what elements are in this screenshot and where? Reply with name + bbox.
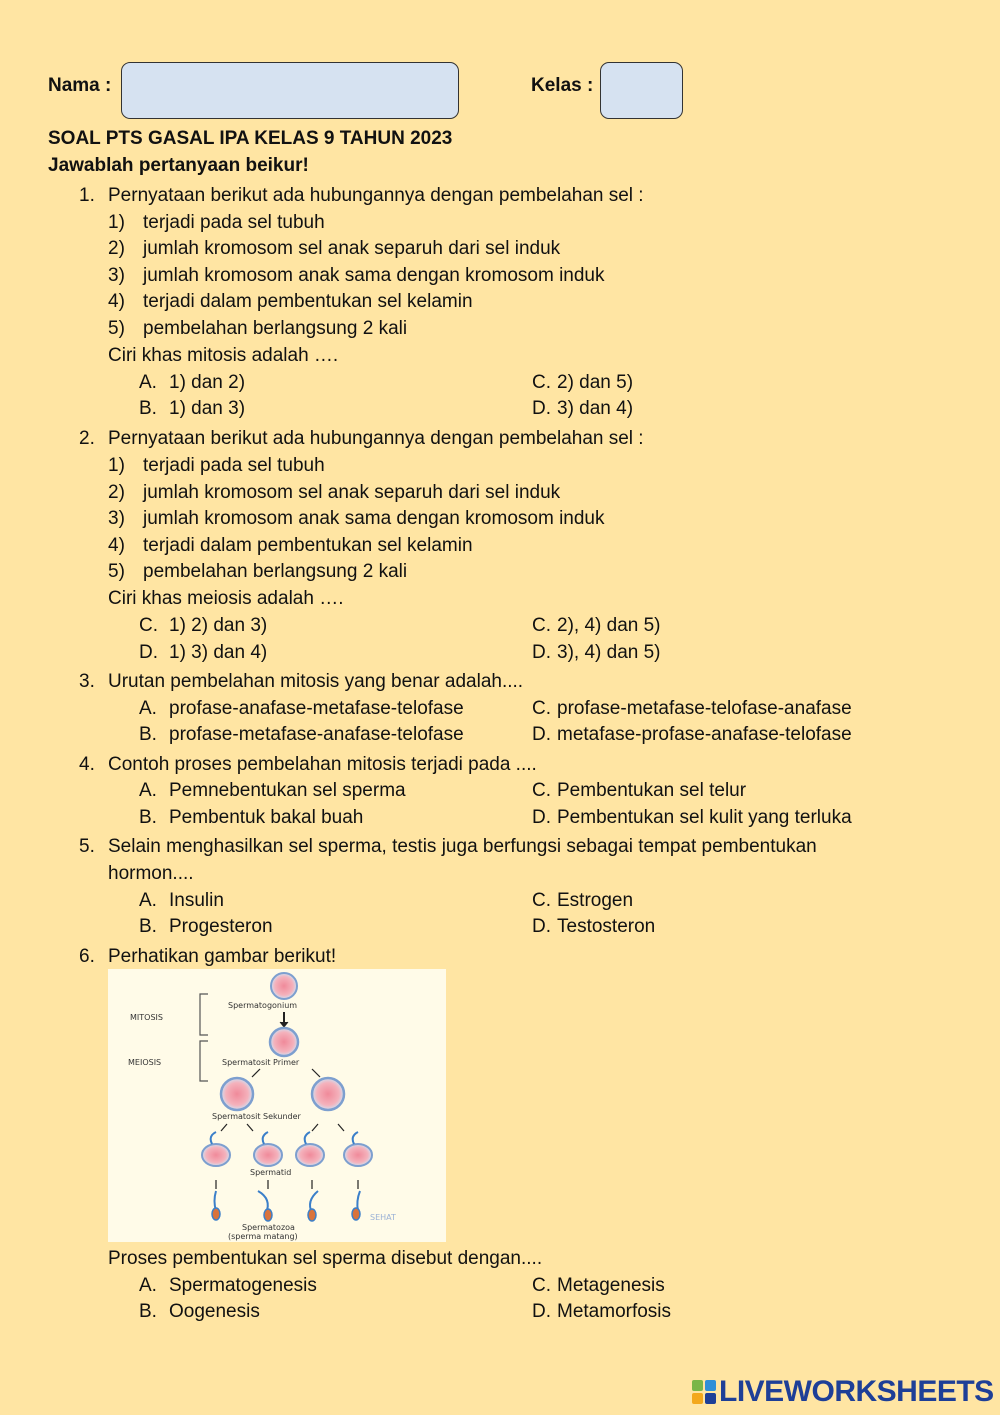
statement-number: 1) [108,212,125,233]
option-letter: D. [532,807,551,828]
option-c: Metagenesis [557,1275,665,1296]
instruction: Jawablah pertanyaan beikur! [48,155,309,176]
question-prompt: Proses pembentukan sel sperma disebut dengan.... [108,1248,543,1269]
spermatid-tail [305,1132,310,1144]
spermatogonium-cell [271,973,297,999]
option-a: Spermatogenesis [169,1275,317,1296]
question-text: Pernyataan berikut ada hubungannya dengan pembelahan sel : [108,428,644,449]
option-b: Oogenesis [169,1301,260,1322]
nama-input[interactable] [121,62,459,119]
option-a: 1) dan 2) [169,372,246,393]
statement-number: 5) [108,561,125,582]
statement-number: 2) [108,482,125,503]
nama-label: Nama : [48,75,112,96]
arrow [247,1124,253,1131]
spermatozoa-head [308,1209,316,1221]
statement-number: 5) [108,318,125,339]
option-b: profase-metafase-anafase-telofase [169,724,464,745]
option-letter: C. [532,1275,551,1296]
question-number: 4. [79,754,95,775]
question-text: Contoh proses pembelahan mitosis terjadi pada .... [108,754,537,775]
statement-number: 3) [108,508,125,529]
primary-spermatocyte-cell [270,1028,298,1056]
spermatid-cell [202,1144,230,1166]
option-d: Pembentukan sel kulit yang terluka [557,807,852,828]
logo-icon [692,1380,716,1404]
mitosis-label: MITOSIS [130,1013,163,1022]
secondary-spermatocyte-cell [221,1078,253,1110]
option-letter: A. [139,780,157,801]
option-d: 3) dan 4) [557,398,634,419]
arrow-right [312,1069,320,1077]
spermatozoa-head [264,1209,272,1221]
statement-text: terjadi dalam pembentukan sel kelamin [143,535,473,556]
statement-number: 4) [108,535,125,556]
question-number: 2. [79,428,95,449]
question-prompt: Ciri khas mitosis adalah …. [108,345,339,366]
option-a: Insulin [169,890,224,911]
meiosis-bracket [200,1041,208,1081]
option-a: 1) 2) dan 3) [169,615,268,636]
statement-text: pembelahan berlangsung 2 kali [143,318,408,339]
spermatid-label: Spermatid [250,1168,292,1177]
option-letter: B. [139,1301,157,1322]
arrow [312,1124,318,1131]
spermatid-cell [344,1144,372,1166]
option-d: Testosteron [557,916,656,937]
option-b: Pembentuk bakal buah [169,807,364,828]
statement-number: 1) [108,455,125,476]
watermark-text: SEHAT [370,1213,396,1222]
spermatozoa-label: Spermatozoa [242,1223,295,1232]
option-c: 2), 4) dan 5) [557,615,661,636]
spermatid-tail [353,1132,358,1144]
option-c: Estrogen [557,890,634,911]
kelas-input[interactable] [600,62,683,119]
statement-number: 2) [108,238,125,259]
option-a: profase-anafase-metafase-telofase [169,698,464,719]
question-number: 1. [79,185,95,206]
primer-label: Spermatosit Primer [222,1058,300,1067]
option-b: 1) 3) dan 4) [169,642,268,663]
mitosis-bracket [200,994,208,1035]
option-letter: D. [139,642,158,663]
statement-text: terjadi pada sel tubuh [143,455,325,476]
option-d: metafase-profase-anafase-telofase [557,724,852,745]
arrow-head [280,1022,288,1027]
option-letter: D. [532,642,551,663]
option-letter: C. [532,615,551,636]
logo-text: LIVEWORKSHEETS [719,1375,994,1408]
option-letter: C. [532,698,551,719]
option-letter: D. [532,724,551,745]
arrow [221,1124,227,1131]
sekunder-label: Spermatosit Sekunder [212,1112,301,1121]
option-letter: B. [139,807,157,828]
option-b: 1) dan 3) [169,398,246,419]
option-letter: A. [139,372,157,393]
arrow-left [252,1069,260,1077]
statement-text: jumlah kromosom anak sama dengan kromosom induk [143,265,605,286]
question-text: Selain menghasilkan sel sperma, testis juga berfungsi sebagai tempat pembentukan [108,836,817,857]
meiosis-label: MEIOSIS [128,1058,162,1067]
option-letter: D. [532,1301,551,1322]
question-text: Pernyataan berikut ada hubungannya dengan pembelahan sel : [108,185,644,206]
spermatogenesis-diagram [108,969,446,1242]
option-letter: D. [532,916,551,937]
option-letter: C. [139,615,158,636]
spermatid-cell [296,1144,324,1166]
option-letter: A. [139,698,157,719]
option-letter: D. [532,398,551,419]
statement-text: terjadi pada sel tubuh [143,212,325,233]
question-number: 5. [79,836,95,857]
statement-text: terjadi dalam pembentukan sel kelamin [143,291,473,312]
option-letter: C. [532,372,551,393]
spermatogonium-label: Spermatogonium [228,1001,298,1010]
statement-text: jumlah kromosom sel anak separuh dari sel induk [143,238,561,259]
spermatozoa-sublabel: (sperma matang) [228,1232,298,1241]
option-letter: B. [139,916,157,937]
liveworksheets-logo[interactable] [692,1375,994,1409]
option-letter: C. [532,890,551,911]
spermatid-tail [263,1132,268,1144]
question-text: Perhatikan gambar berikut! [108,946,337,967]
secondary-spermatocyte-cell [312,1078,344,1110]
option-letter: C. [532,780,551,801]
option-letter: B. [139,398,157,419]
question-text: Urutan pembelahan mitosis yang benar adalah.... [108,671,524,692]
statement-text: jumlah kromosom sel anak separuh dari sel induk [143,482,561,503]
question-number: 3. [79,671,95,692]
option-a: Pemnebentukan sel sperma [169,780,406,801]
statement-text: jumlah kromosom anak sama dengan kromosom induk [143,508,605,529]
option-c: 2) dan 5) [557,372,634,393]
arrow [338,1124,344,1131]
statement-number: 3) [108,265,125,286]
spermatozoa-head [212,1208,220,1220]
option-c: Pembentukan sel telur [557,780,747,801]
question-number: 6. [79,946,95,967]
spermatozoa-head [352,1208,360,1220]
option-letter: B. [139,724,157,745]
option-c: profase-metafase-telofase-anafase [557,698,852,719]
spermatid-tail [211,1132,216,1144]
spermatid-cell [254,1144,282,1166]
option-d: Metamorfosis [557,1301,672,1322]
option-d: 3), 4) dan 5) [557,642,661,663]
option-letter: A. [139,890,157,911]
page-title: SOAL PTS GASAL IPA KELAS 9 TAHUN 2023 [48,128,453,149]
question-prompt: Ciri khas meiosis adalah …. [108,588,344,609]
option-letter: A. [139,1275,157,1296]
kelas-label: Kelas : [531,75,594,96]
question-text-cont: hormon.... [108,863,194,884]
statement-text: pembelahan berlangsung 2 kali [143,561,408,582]
statement-number: 4) [108,291,125,312]
option-b: Progesteron [169,916,273,937]
